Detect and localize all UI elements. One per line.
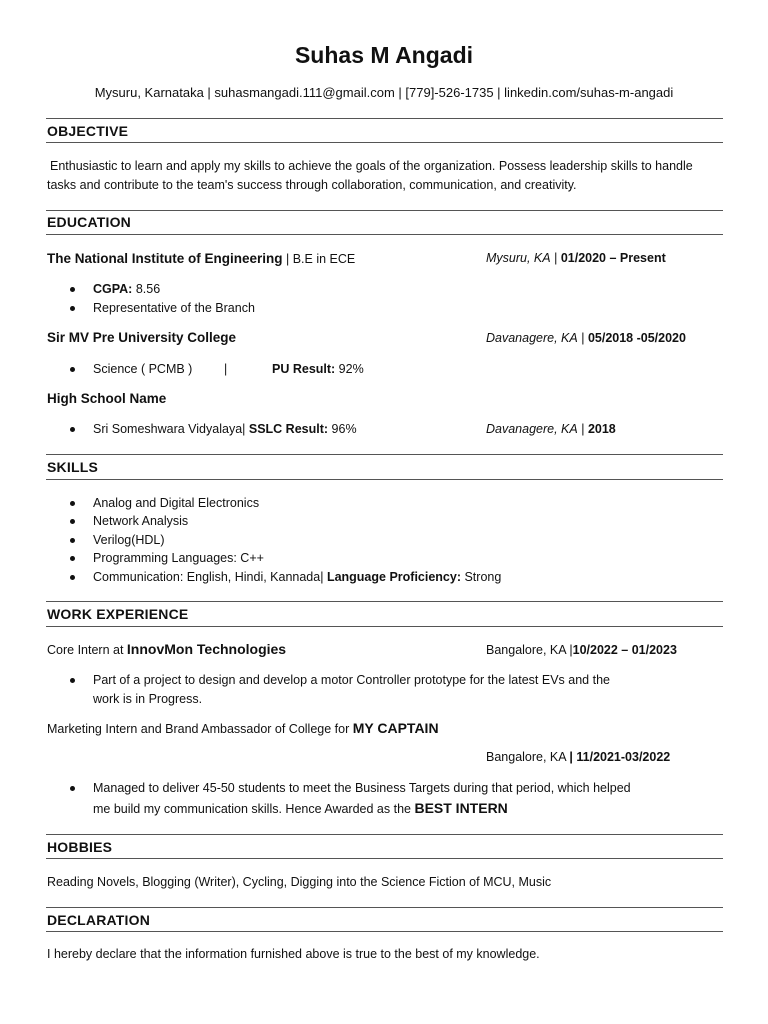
job-bullet-line: Managed to deliver 45-50 students to meet the Business Targets during that period, which helped bbox=[93, 781, 631, 795]
dates: 10/2022 – 01/2023 bbox=[572, 643, 677, 657]
skill-item bbox=[93, 570, 501, 584]
dates: 2018 bbox=[587, 422, 616, 436]
section-divider bbox=[46, 142, 723, 143]
location: Mysuru, KA bbox=[486, 251, 551, 265]
sslc-label: SSLC Result: bbox=[248, 422, 329, 436]
job-meta bbox=[486, 643, 677, 657]
institution-name: Sir MV Pre University College bbox=[47, 330, 237, 345]
location: Bangalore, KA | bbox=[486, 643, 573, 657]
job-meta bbox=[486, 750, 670, 764]
job-bullet-line: work is in Progress. bbox=[93, 692, 203, 706]
section-divider bbox=[46, 118, 723, 119]
sslc-value: 96% bbox=[328, 422, 357, 436]
pu-result-value: 92% bbox=[335, 362, 364, 376]
separator: | bbox=[577, 331, 588, 345]
separator: | bbox=[577, 422, 588, 436]
skill-item: Analog and Digital Electronics bbox=[93, 496, 260, 510]
section-divider bbox=[46, 626, 723, 627]
company-name: InnovMon Technologies bbox=[126, 641, 287, 657]
bullet-icon bbox=[70, 678, 75, 683]
separator: | bbox=[569, 750, 577, 764]
job-role: Core Intern at bbox=[47, 643, 127, 657]
degree: | B.E in ECE bbox=[282, 252, 356, 266]
proficiency-value: Strong bbox=[461, 570, 502, 584]
bullet-icon bbox=[70, 306, 75, 311]
section-divider bbox=[46, 931, 723, 932]
divider-pipe: | bbox=[224, 362, 228, 376]
cgpa-value: 8.56 bbox=[132, 282, 161, 296]
candidate-name: Suhas M Angadi bbox=[294, 42, 474, 68]
section-divider bbox=[46, 454, 723, 455]
pu-result-label: PU Result: bbox=[272, 362, 336, 376]
declaration-heading: DECLARATION bbox=[47, 912, 151, 928]
section-divider bbox=[46, 858, 723, 859]
list-item bbox=[93, 282, 160, 296]
hobbies-text: Reading Novels, Blogging (Writer), Cycling, Digging into the Science Fiction of MCU, Music bbox=[47, 875, 552, 889]
job-bullet-line: Part of a project to design and develop a motor Controller prototype for the latest EVs and the bbox=[93, 673, 610, 687]
job-bullet-line bbox=[93, 800, 508, 818]
dates: 01/2020 – Present bbox=[560, 251, 666, 265]
location: Davanagere, KA bbox=[486, 422, 578, 436]
bullet-icon bbox=[70, 427, 75, 432]
dates: 11/2021-03/2022 bbox=[576, 750, 671, 764]
work-heading: WORK EXPERIENCE bbox=[47, 606, 189, 622]
school-name: Sri Someshwara Vidyalaya| bbox=[93, 422, 249, 436]
section-divider bbox=[46, 907, 723, 908]
education-heading: EDUCATION bbox=[47, 214, 131, 230]
bullet-icon bbox=[70, 287, 75, 292]
job-title bbox=[47, 641, 286, 659]
section-divider bbox=[46, 601, 723, 602]
contact-line: Mysuru, Karnataka | suhasmangadi.111@gmail.com | [779]-526-1735 | linkedin.com/suhas-m-angadi bbox=[94, 85, 674, 100]
proficiency-label: Language Proficiency: bbox=[326, 570, 461, 584]
job-role: Marketing Intern and Brand Ambassador of College for bbox=[47, 722, 353, 736]
education-entry-meta bbox=[486, 251, 666, 265]
institution-name: High School Name bbox=[47, 391, 167, 406]
cgpa-label: CGPA: bbox=[93, 282, 133, 296]
education-entry-title bbox=[47, 250, 355, 268]
section-divider bbox=[46, 834, 723, 835]
bullet-icon bbox=[70, 556, 75, 561]
bullet-icon bbox=[70, 501, 75, 506]
job-title bbox=[47, 720, 439, 738]
list-item bbox=[93, 422, 357, 436]
dates: 05/2018 -05/2020 bbox=[587, 331, 686, 345]
section-divider bbox=[46, 210, 723, 211]
declaration-text: I hereby declare that the information furnished above is true to the best of my knowledge. bbox=[47, 947, 540, 961]
communication-text: Communication: English, Hindi, Kannada| bbox=[93, 570, 327, 584]
list-item: Science ( PCMB ) bbox=[93, 362, 193, 376]
job-bullet-text: me build my communication skills. Hence Awarded as the bbox=[93, 802, 415, 816]
skills-heading: SKILLS bbox=[47, 459, 98, 475]
bullet-icon bbox=[70, 538, 75, 543]
education-entry-meta bbox=[486, 331, 686, 345]
company-name: MY CAPTAIN bbox=[352, 720, 439, 736]
award-name: BEST INTERN bbox=[414, 800, 508, 816]
skill-item: Verilog(HDL) bbox=[93, 533, 165, 547]
objective-text: Enthusiastic to learn and apply my skills to achieve the goals of the organization. Possess leadership skills to handle tasks and contribute to the team's success through collaboration, communication, and creativity. bbox=[47, 159, 693, 192]
bullet-icon bbox=[70, 367, 75, 372]
location: Bangalore, KA bbox=[486, 750, 570, 764]
bullet-icon bbox=[70, 519, 75, 524]
section-divider bbox=[46, 479, 723, 480]
institution-name: The National Institute of Engineering bbox=[47, 251, 283, 266]
pu-result bbox=[272, 362, 364, 376]
objective-heading: OBJECTIVE bbox=[47, 123, 129, 139]
location: Davanagere, KA bbox=[486, 331, 578, 345]
hobbies-heading: HOBBIES bbox=[47, 839, 113, 855]
skill-item: Programming Languages: C++ bbox=[93, 551, 264, 565]
bullet-icon bbox=[70, 786, 75, 791]
section-divider bbox=[46, 234, 723, 235]
separator: | bbox=[550, 251, 561, 265]
skill-item: Network Analysis bbox=[93, 514, 189, 528]
education-entry-meta bbox=[486, 422, 616, 436]
list-item: Representative of the Branch bbox=[93, 301, 255, 315]
bullet-icon bbox=[70, 575, 75, 580]
